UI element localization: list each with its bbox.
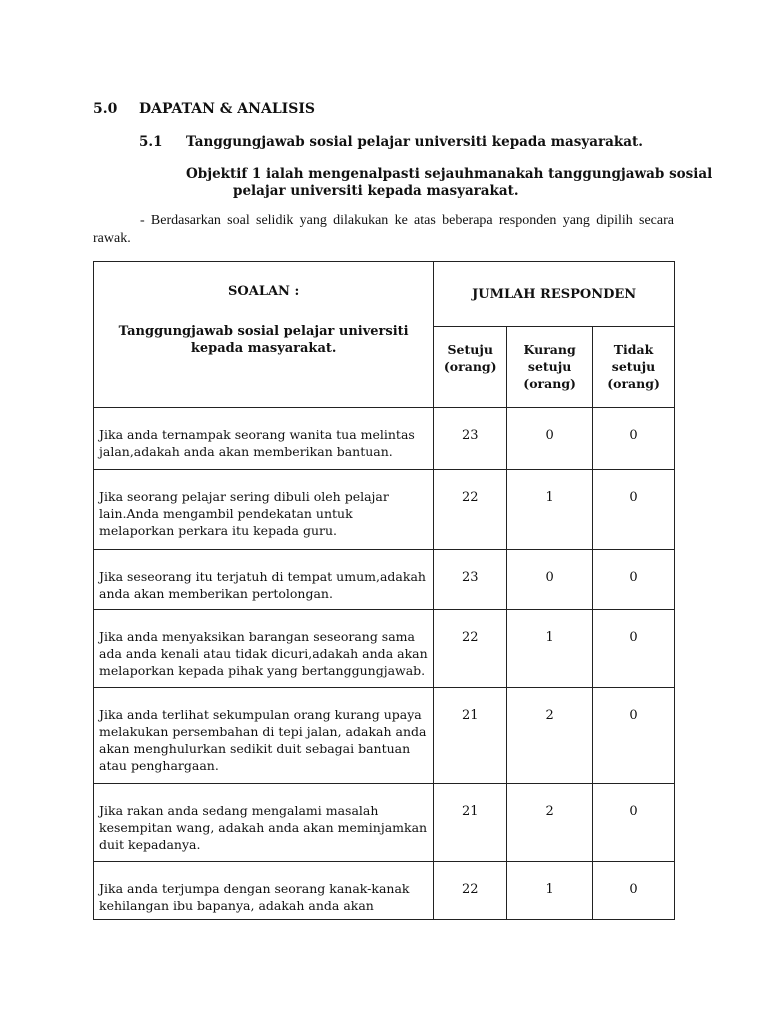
table-row [94, 784, 675, 862]
intro-paragraph: - Berdasarkan soal selidik yang dilakukan ke atas beberapa responden yang dipilih secara rawak. [93, 213, 674, 246]
column-header-line: setuju [611, 359, 656, 374]
column-header-line: Setuju [447, 342, 493, 357]
column-header-line: (orang) [443, 359, 497, 374]
kurang-setuju-count: 1 [507, 610, 593, 688]
table-row [94, 862, 675, 920]
tidak-setuju-count: 0 [593, 610, 675, 688]
kurang-setuju-count: 0 [507, 550, 593, 610]
table-row [94, 408, 675, 470]
setuju-count: 21 [434, 688, 507, 784]
kurang-setuju-count: 1 [507, 470, 593, 550]
column-header-setuju [434, 327, 507, 408]
column-header-line: setuju [527, 359, 572, 374]
column-header-line: Kurang [523, 342, 576, 357]
setuju-count: 22 [434, 862, 507, 920]
kurang-setuju-count: 2 [507, 688, 593, 784]
column-header-line: (orang) [523, 376, 576, 391]
question-cell: Jika rakan anda sedang mengalami masalah kesempitan wang, adakah anda akan meminjamkan duit kepadanya. [94, 784, 434, 862]
question-cell: Jika anda ternampak seorang wanita tua melintas jalan,adakah anda akan memberikan bantuan. [94, 408, 434, 470]
question-cell: Jika seorang pelajar sering dibuli oleh pelajar lain.Anda mengambil pendekatan untuk melaporkan perkara itu kepada guru. [94, 470, 434, 550]
table-row [94, 550, 675, 610]
column-header-line: Tidak [613, 342, 654, 357]
column-header-kurang-setuju [507, 327, 593, 408]
section-number: 5.0 [93, 101, 118, 117]
table-row [94, 688, 675, 784]
setuju-count: 21 [434, 784, 507, 862]
column-header-line: (orang) [607, 376, 660, 391]
survey-table [93, 261, 675, 920]
question-cell: Jika anda menyaksikan barangan seseorang sama ada anda kenali atau tidak dicuri,adakah anda akan melaporkan kepada pihak yang bertanggungjawab. [94, 610, 434, 688]
subsection-number: 5.1 [139, 134, 163, 150]
setuju-count: 22 [434, 610, 507, 688]
column-header-tidak-setuju [593, 327, 675, 408]
tidak-setuju-count: 0 [593, 470, 675, 550]
setuju-count: 23 [434, 550, 507, 610]
objective-line-1: Objektif 1 ialah mengenalpasti sejauhmanakah tanggungjawab sosial [186, 166, 713, 182]
kurang-setuju-count: 1 [507, 862, 593, 920]
question-cell: Jika anda terjumpa dengan seorang kanak-kanak kehilangan ibu bapanya, adakah anda akan [94, 862, 434, 920]
question-header: SOALAN : [228, 284, 300, 299]
setuju-count: 23 [434, 408, 507, 470]
question-subheader: Tanggungjawab sosial pelajar universiti kepada masyarakat. [118, 324, 409, 356]
table-header-row [94, 262, 675, 327]
setuju-count: 22 [434, 470, 507, 550]
table-row [94, 610, 675, 688]
section-title: DAPATAN & ANALISIS [139, 101, 315, 117]
question-header-cell [94, 262, 434, 408]
response-header: JUMLAH RESPONDEN [434, 262, 675, 327]
tidak-setuju-count: 0 [593, 550, 675, 610]
table-row [94, 470, 675, 550]
subsection-title: Tanggungjawab sosial pelajar universiti kepada masyarakat. [186, 134, 643, 150]
tidak-setuju-count: 0 [593, 408, 675, 470]
objective-line-2: pelajar universiti kepada masyarakat. [233, 183, 519, 199]
kurang-setuju-count: 2 [507, 784, 593, 862]
tidak-setuju-count: 0 [593, 862, 675, 920]
question-cell: Jika anda terlihat sekumpulan orang kurang upaya melakukan persembahan di tepi jalan, adakah anda akan menghulurkan sedikit duit sebagai bantuan atau penghargaan. [94, 688, 434, 784]
kurang-setuju-count: 0 [507, 408, 593, 470]
tidak-setuju-count: 0 [593, 688, 675, 784]
tidak-setuju-count: 0 [593, 784, 675, 862]
question-cell: Jika seseorang itu terjatuh di tempat umum,adakah anda akan memberikan pertolongan. [94, 550, 434, 610]
